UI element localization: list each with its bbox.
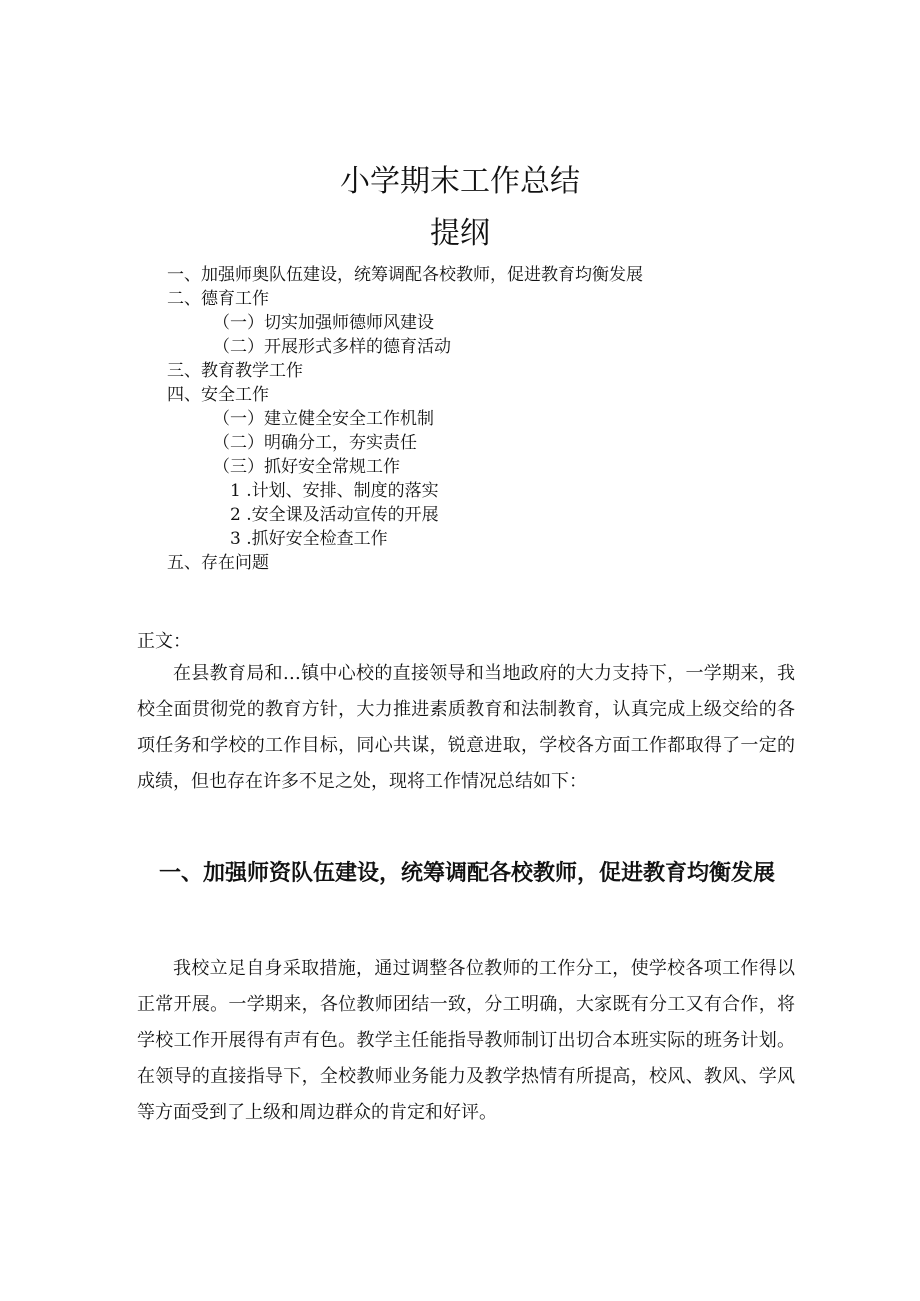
section-paragraph: 我校立足自身采取措施，通过调整各位教师的工作分工，使学校各项工作得以正常开展。一学期来，各位教师团结一致，分工明确，大家既有分工又有合作，将学校工作开展得有声有色。教学主任能指导教师制订出切合本班实际的班务计划。在领导的直接指导下，全校教师业务能力及教学热情有所提高，校风、教风、学风等方面受到了上级和周边群众的肯定和好评。 xyxy=(137,958,795,1123)
outline-item: 三、教育教学工作 xyxy=(167,361,303,381)
outline-subitem: （一）建立健全安全工作机制 xyxy=(213,409,434,429)
page-title: 小学期末工作总结 xyxy=(340,164,580,199)
intro-paragraph: 在县教育局和…镇中心校的直接领导和当地政府的大力支持下，一学期来，我校全面贯彻党的教育方针，大力推进素质教育和法制教育，认真完成上级交给的各项任务和学校的工作目标，同心共谋，锐意进取，学校各方面工作都取得了一定的成绩，但也存在许多不足之处，现将工作情况总结如下： xyxy=(137,663,795,792)
outline-subitem: （二）明确分工，夯实责任 xyxy=(213,433,417,453)
outline-list xyxy=(0,263,920,575)
outline-item: 四、安全工作 xyxy=(167,385,269,405)
section-heading: 一、加强师资队伍建设，统筹调配各校教师，促进教育均衡发展 xyxy=(159,861,776,886)
outline-subitem: （三）抓好安全常规工作 xyxy=(213,457,400,477)
outline-subitem: （一）切实加强师德师风建设 xyxy=(213,313,434,333)
outline-subitem: （二）开展形式多样的德育活动 xyxy=(213,337,451,357)
body-label: 正文： xyxy=(137,631,191,652)
outline-subsubitem: 2 .安全课及活动宣传的开展 xyxy=(230,505,439,525)
outline-heading: 提纲 xyxy=(430,216,490,251)
outline-subsubitem: 3 .抓好安全检查工作 xyxy=(230,529,388,549)
outline-item: 二、德育工作 xyxy=(167,289,269,309)
outline-item: 一、加强师奥队伍建设，统筹调配各校教师，促进教育均衡发展 xyxy=(167,265,643,285)
outline-subsubitem: 1 .计划、安排、制度的落实 xyxy=(230,481,439,501)
outline-item: 五、存在问题 xyxy=(167,553,269,573)
